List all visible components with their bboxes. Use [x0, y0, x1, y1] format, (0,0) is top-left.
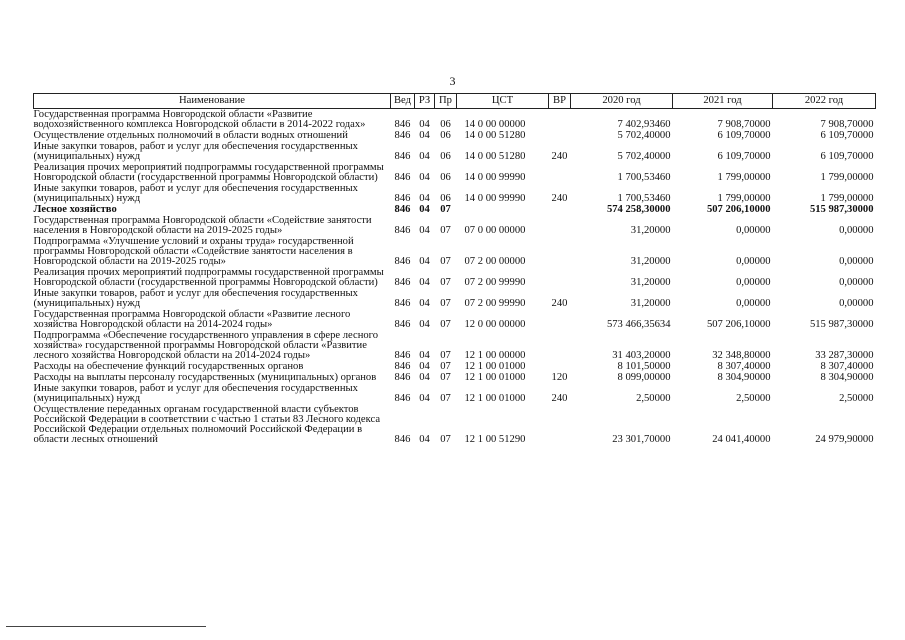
cell-rz: 04 [419, 298, 430, 309]
table-row [34, 183, 876, 204]
cell-ved: 846 [394, 256, 411, 267]
cell-rz: 04 [419, 319, 430, 330]
header-cst: ЦСТ [457, 94, 549, 109]
cell-name: Подпрограмма «Обеспечение государственного управления в сфере лесного хозяйства» государственной программы Новгородской области «Развитие лесного хозяйства Новгородской области на 2014-2024 годы» [33, 330, 379, 361]
cell-vr: 240 [551, 393, 568, 404]
table-row [34, 330, 876, 361]
header-2021: 2021 год [673, 94, 773, 109]
cell-vr [549, 204, 571, 215]
cell-2022: 6 109,70000 [820, 151, 874, 162]
cell-2022: 2,50000 [839, 393, 874, 404]
cell-2021: 507 206,10000 [706, 319, 771, 330]
cell-2021: 1 799,00000 [717, 193, 771, 204]
cell-rz: 04 [419, 151, 430, 162]
cell-vr [549, 236, 571, 267]
cell-pr: 07 [440, 256, 451, 267]
table-body [34, 109, 876, 446]
header-2020: 2020 год [571, 94, 673, 109]
cell-cst: 14 0 00 51280 [464, 130, 526, 141]
cell-2020: 574 258,30000 [606, 204, 671, 215]
cell-name: Иные закупки товаров, работ и услуг для обеспечения государственных (муниципальных) нужд [33, 288, 358, 309]
table-header-row [34, 94, 876, 109]
cell-pr: 07 [440, 204, 451, 215]
cell-ved: 846 [394, 298, 411, 309]
cell-2020: 31,20000 [630, 298, 671, 309]
cell-vr [549, 162, 571, 183]
cell-ved: 846 [394, 434, 411, 445]
cell-2022: 0,00000 [839, 225, 874, 236]
cell-ved: 846 [394, 372, 411, 383]
cell-pr: 07 [440, 277, 451, 288]
cell-2021: 507 206,10000 [706, 204, 771, 215]
cell-2020: 2,50000 [636, 393, 671, 404]
cell-2020: 1 700,53460 [617, 172, 671, 183]
cell-vr: 120 [551, 372, 568, 383]
cell-rz: 04 [419, 350, 430, 361]
cell-rz: 04 [419, 225, 430, 236]
cell-2022: 7 908,70000 [820, 119, 874, 130]
cell-vr [549, 361, 571, 372]
budget-table [33, 93, 876, 445]
cell-rz: 04 [419, 172, 430, 183]
cell-cst: 12 0 00 00000 [464, 319, 526, 330]
cell-cst: 12 1 00 01000 [464, 372, 526, 383]
table-row [34, 141, 876, 162]
cell-2020: 8 099,00000 [617, 372, 671, 383]
table-row [34, 130, 876, 141]
table-row [34, 162, 876, 183]
cell-2021: 6 109,70000 [717, 130, 771, 141]
cell-2020: 5 702,40000 [617, 151, 671, 162]
cell-vr [549, 215, 571, 236]
cell-ved: 846 [394, 225, 411, 236]
cell-name: Иные закупки товаров, работ и услуг для обеспечения государственных (муниципальных) нужд [33, 383, 358, 404]
header-vr: ВР [549, 94, 571, 109]
cell-ved: 846 [394, 193, 411, 204]
cell-pr: 07 [440, 225, 451, 236]
cell-name: Расходы на выплаты персоналу государственных (муниципальных) органов [33, 372, 377, 383]
cell-cst: 12 1 00 01000 [464, 361, 526, 372]
cell-pr: 07 [440, 298, 451, 309]
cell-vr: 240 [551, 193, 568, 204]
table-row [34, 383, 876, 404]
cell-cst [457, 204, 549, 215]
cell-2020: 5 702,40000 [617, 130, 671, 141]
header-ved: Вед [391, 94, 415, 109]
header-2022: 2022 год [773, 94, 876, 109]
cell-2020: 31,20000 [630, 256, 671, 267]
cell-pr: 07 [440, 319, 451, 330]
cell-vr: 240 [551, 151, 568, 162]
cell-2021: 24 041,40000 [712, 434, 771, 445]
cell-cst: 14 0 00 51280 [464, 151, 526, 162]
cell-rz: 04 [419, 393, 430, 404]
cell-vr [549, 330, 571, 361]
cell-2021: 6 109,70000 [717, 151, 771, 162]
cell-2022: 8 307,40000 [820, 361, 874, 372]
cell-name: Реализация прочих мероприятий подпрограммы государственной программы Новгородской области (государственной программы Новгородской области) [33, 267, 384, 288]
cell-name: Осуществление переданных органам государственной власти субъектов Российской Федерации в соответствии с частью 1 статьи 83 Лесного кодекса Российской Федерации отдельных полномочий Российской Федерации в области лесных отношений [33, 404, 381, 445]
cell-cst: 07 2 00 99990 [464, 277, 526, 288]
cell-vr [549, 130, 571, 141]
cell-2020: 31,20000 [630, 225, 671, 236]
table-row [34, 361, 876, 372]
cell-rz: 04 [419, 277, 430, 288]
cell-2021: 32 348,80000 [712, 350, 771, 361]
table-row [34, 288, 876, 309]
cell-2022: 8 304,90000 [820, 372, 874, 383]
header-name: Наименование [34, 94, 391, 109]
page-number: 3 [449, 74, 456, 88]
cell-2021: 0,00000 [736, 277, 771, 288]
cell-2022: 0,00000 [839, 298, 874, 309]
cell-pr: 07 [440, 434, 451, 445]
cell-cst: 12 1 00 01000 [464, 393, 526, 404]
cell-pr: 06 [440, 193, 451, 204]
header-pr: Пр [435, 94, 457, 109]
cell-name: Подпрограмма «Улучшение условий и охраны труда» государственной программы Новгородской области «Содействие занятости населения в Новгородской области на 2019-2025 годы» [33, 236, 354, 267]
cell-rz: 04 [419, 361, 430, 372]
cell-name: Лесное хозяйство [33, 204, 117, 215]
cell-cst: 14 0 00 99990 [464, 193, 526, 204]
footnote-divider [6, 626, 206, 627]
header-rz: РЗ [415, 94, 435, 109]
cell-pr: 06 [440, 130, 451, 141]
cell-rz: 04 [419, 204, 430, 215]
cell-name: Государственная программа Новгородской области «Развитие водохозяйственного комплекса Новгородской области в 2014-2022 годах» [33, 109, 366, 130]
cell-2021: 0,00000 [736, 298, 771, 309]
cell-2021: 7 908,70000 [717, 119, 771, 130]
cell-cst: 14 0 00 00000 [464, 119, 526, 130]
cell-cst: 07 0 00 00000 [464, 225, 526, 236]
cell-name: Расходы на обеспечение функций государственных органов [33, 361, 304, 372]
cell-name: Реализация прочих мероприятий подпрограммы государственной программы Новгородской области (государственной программы Новгородской области) [33, 162, 384, 183]
cell-2021: 0,00000 [736, 256, 771, 267]
cell-ved: 846 [394, 361, 411, 372]
cell-2020: 7 402,93460 [617, 119, 671, 130]
cell-2020: 31,20000 [630, 277, 671, 288]
cell-2022: 1 799,00000 [820, 193, 874, 204]
table-row [34, 309, 876, 330]
cell-rz: 04 [419, 193, 430, 204]
cell-2022: 0,00000 [839, 256, 874, 267]
cell-2022: 515 987,30000 [809, 204, 874, 215]
cell-2020: 8 101,50000 [617, 361, 671, 372]
cell-2021: 1 799,00000 [717, 172, 771, 183]
cell-cst: 14 0 00 99990 [464, 172, 526, 183]
table-row [34, 109, 876, 131]
cell-pr: 06 [440, 151, 451, 162]
cell-ved: 846 [394, 350, 411, 361]
cell-2022: 6 109,70000 [820, 130, 874, 141]
cell-pr: 07 [440, 350, 451, 361]
cell-pr: 07 [440, 372, 451, 383]
cell-pr: 06 [440, 119, 451, 130]
cell-2020: 31 403,20000 [612, 350, 671, 361]
cell-name: Иные закупки товаров, работ и услуг для обеспечения государственных (муниципальных) нужд [33, 141, 358, 162]
cell-2022: 515 987,30000 [809, 319, 874, 330]
cell-2021: 0,00000 [736, 225, 771, 236]
cell-cst: 12 1 00 00000 [464, 350, 526, 361]
table-row [34, 404, 876, 445]
cell-2021: 2,50000 [736, 393, 771, 404]
cell-name: Государственная программа Новгородской области «Развитие лесного хозяйства Новгородской области на 2014-2024 годы» [33, 309, 351, 330]
cell-ved: 846 [394, 277, 411, 288]
table-row [34, 204, 876, 215]
cell-2020: 23 301,70000 [612, 434, 671, 445]
cell-ved: 846 [394, 204, 411, 215]
cell-pr: 07 [440, 361, 451, 372]
table-row [34, 236, 876, 267]
cell-vr [549, 109, 571, 131]
cell-rz: 04 [419, 256, 430, 267]
cell-ved: 846 [394, 172, 411, 183]
cell-cst: 12 1 00 51290 [464, 434, 526, 445]
cell-2021: 8 307,40000 [717, 361, 771, 372]
cell-rz: 04 [419, 119, 430, 130]
cell-2020: 1 700,53460 [617, 193, 671, 204]
cell-pr: 06 [440, 172, 451, 183]
cell-ved: 846 [394, 319, 411, 330]
cell-rz: 04 [419, 372, 430, 383]
cell-2022: 33 287,30000 [815, 350, 874, 361]
cell-rz: 04 [419, 434, 430, 445]
cell-2020: 573 466,35634 [606, 319, 671, 330]
cell-cst: 07 2 00 00000 [464, 256, 526, 267]
cell-cst: 07 2 00 99990 [464, 298, 526, 309]
cell-vr [549, 267, 571, 288]
table-row [34, 267, 876, 288]
cell-2021: 8 304,90000 [717, 372, 771, 383]
cell-vr [549, 309, 571, 330]
table-row [34, 215, 876, 236]
cell-name: Государственная программа Новгородской области «Содействие занятости населения в Новгородской области на 2019-2025 годы» [33, 215, 372, 236]
cell-vr [549, 404, 571, 445]
cell-rz: 04 [419, 130, 430, 141]
cell-pr: 07 [440, 393, 451, 404]
cell-name: Иные закупки товаров, работ и услуг для обеспечения государственных (муниципальных) нужд [33, 183, 358, 204]
cell-2022: 24 979,90000 [815, 434, 874, 445]
cell-vr: 240 [551, 298, 568, 309]
table-row [34, 372, 876, 383]
cell-2022: 0,00000 [839, 277, 874, 288]
cell-ved: 846 [394, 393, 411, 404]
cell-ved: 846 [394, 119, 411, 130]
cell-ved: 846 [394, 151, 411, 162]
cell-name: Осуществление отдельных полномочий в области водных отношений [33, 130, 348, 141]
cell-2022: 1 799,00000 [820, 172, 874, 183]
cell-ved: 846 [394, 130, 411, 141]
